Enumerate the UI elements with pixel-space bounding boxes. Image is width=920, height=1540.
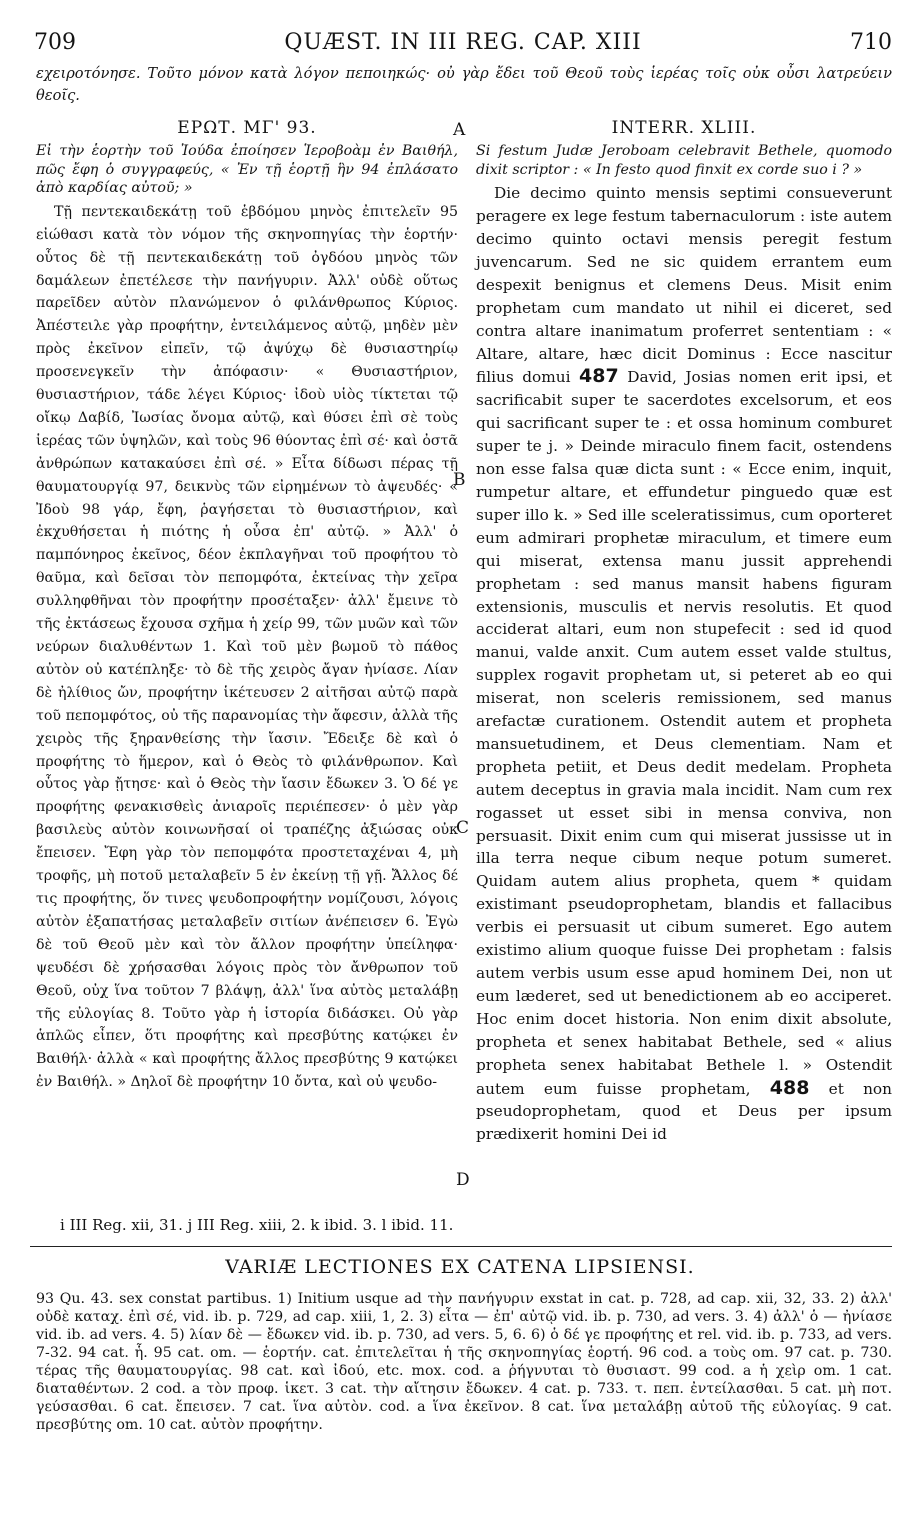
scripture-footnotes: i III Reg. xii, 31. j III Reg. xiii, 2. k ibid. 3. l ibid. 11. <box>60 1216 454 1234</box>
variae-lectiones-text: 93 Qu. 43. sex constat partibus. 1) Initium usque ad τὴν πανήγυριν exstat in cat. p. 728, ad cap. xii, 32, 33. 2) ἀλλ' οὐδὲ καταχ. ἐπὶ σέ, vid. ib. p. 729, ad cap. xiii, 1, 2. 3) εἶτα — ἐπ' αὐτῷ vid. ib. p. 730, ad vers. 3. 4) ἀλλ' ὁ — ἠνίασε vid. ib. ad vers. 4. 5) λίαν δὲ — ἔδωκεν vid. ib. p. 730, ad vers. 5, 6. 6) ὁ δέ γε προφήτης et rel. vid. ib. p. 733, ad vers. 7-32. 94 cat. ἧ. 95 cat. om. — ἑορτήν. cat. ἐπιτελεῖται ἡ τῆς σκηνοπηγίας ἑορτή. 96 cod. a τοὺς om. 97 cat. p. 730. τέρας τῆς θαυματουργίας. 98 cat. καὶ ἰδού, etc. mox. cod. a ῥήγνυται τὸ θυσιαστ. 99 cod. a ἡ χεὶρ om. 1 cat. διαταθέντων. 2 cod. a τὸν προφ. ἱκετ. 3 cat. τὴν αἴτησιν ἔδωκεν. 4 cat. p. 733. τ. πεπ. ἐντείλασθαι. 5 cat. μὴ ποτ. γεύσασθαι. 6 cat. ἔπεισεν. 7 cat. ἵνα αὐτὸν. cod. a ἵνα ἐκεῖνον. 8 cat. ἵνα μεταλάβῃ αὐτοῦ τῆς εὐλογίας. 9 cat. πρεσβύτης om. 10 cat. αὐτὸν προφήτην. <box>36 1291 892 1433</box>
section-letter-c: C <box>456 818 470 838</box>
column-number-488: 488 <box>769 1076 810 1099</box>
section-letter-d: D <box>456 1170 470 1190</box>
variae-lectiones-title: VARIÆ LECTIONES EX CATENA LIPSIENSI. <box>225 1256 695 1278</box>
section-letter-a: A <box>453 120 466 140</box>
page-number-left: 709 <box>34 30 76 55</box>
greek-body-text: Τῇ πεντεκαιδεκάτῃ τοῦ ἑβδόμου μηνὸς ἐπιτελεῖν 95 εἰώθασι κατὰ τὸν νόμον τῆς σκηνοπηγίας τὴν ἑορτήν· οὗτος δὲ τῇ πεντεκαιδεκάτῃ τοῦ ὀγδόου μηνὸς τῶν δαμάλεων ἐπετέλεσε τὴν πανήγυριν. Ἀλλ' οὐδὲ οὕτως παρεῖδεν αὐτὸν πλανώμενον ὁ φιλάνθρωπος Κύριος. Ἀπέστειλε γὰρ προφήτην, ἐντειλάμενος αὐτῷ, μηδὲν μὲν πρὸς ἐκεῖνον εἰπεῖν, τῷ ἀψύχῳ δὲ θυσιαστηρίῳ προσενεγκεῖν τὴν ἀπόφασιν· « Θυσιαστήριον, θυσιαστήριον, τάδε λέγει Κύριος· ἰδοὺ υἱὸς τίκτεται τῷ οἴκῳ Δαβίδ, Ἰωσίας ὄνομα αὐτῷ, καὶ θύσει ἐπὶ σὲ τοὺς ἱερέας τῶν ὑψηλῶν, καὶ τοὺς 96 θύοντας ἐπὶ σέ· καὶ ὀστᾶ ἀνθρώπων κατακαύσει ἐπὶ σέ. » Εἶτα δίδωσι πέρας τῇ θαυματουργίᾳ 97, δεικνὺς τῶν εἰρημένων τὸ ἀψευδές· « Ἰδοὺ 98 γάρ, ἔφη, ῥαγήσεται τὸ θυσιαστήριον, καὶ ἐκχυθήσεται ἡ πιότης ἡ οὖσα ἐπ' αὐτῷ. » Ἀλλ' ὁ παμπόνηρος ἐκεῖνος, δέον ἐκπλαγῆναι τοῦ προφήτου τὸ θαῦμα, καὶ δεῖσαι τὸν πεπομφότα, ἐκτείνας τὴν χεῖρα συλληφθῆναι τὸν προφήτην προσέταξεν· ἀλλ' ἔμεινε τὸ τῆς ἐκτάσεως ἔχουσα σχῆμα ἡ χείρ 99, τῶν μυῶν καὶ τῶν νεύρων διαλυθέντων 1. Καὶ τοῦ μὲν βωμοῦ τὸ πάθος αὐτὸν οὐ κατέπληξε· τὸ δὲ τῆς χειρὸς ἄγαν ἠνίασε. Λίαν δὲ ἠλίθιος ὤν, προφήτην ἱκέτευσεν 2 αἰτῆσαι αὐτῷ παρὰ τοῦ πεπομφότος, οὐ τῆς παρανομίας τὴν ἄφεσιν, ἀλλὰ τῆς χειρὸς τῆς ξηρανθείσης τὴν ἴασιν. Ἔδειξε δὲ καὶ ὁ προφήτης τὸ ἥμερον, καὶ ὁ Θεὸς τὸ φιλάνθρωπον. Καὶ οὗτος γὰρ ᾔτησε· καὶ ὁ Θεὸς τὴν ἴασιν ἔδωκεν 3. Ὁ δέ γε προφήτης φενακισθεὶς ἀνιαροῖς περιέπεσεν· ὁ μὲν γὰρ βασιλεὺς αὐτὸν κοινωνῆσαί οἱ τραπέζης ἀξιώσας οὐκ ἔπεισεν. Ἔφη γὰρ τὸν πεπομφότα προστεταχέναι 4, μὴ τροφῆς, μὴ ποτοῦ μεταλαβεῖν 5 ἐν ἐκείνῃ τῇ γῇ. Ἄλλος δέ τις προφήτης, ὅν τινες ψευδοπροφήτην νομίζουσι, λόγοις αὐτὸν ἐξαπατήσας μεταλαβεῖν σιτίων ἀνέπεισεν 6. Ἐγὼ δὲ τοῦ Θεοῦ μὲν καὶ τὸν ἄλλον προφήτην ὑπείληφα· ψευδέσι δὲ χρήσασθαι λόγοις πρὸς τὸν ἄνθρωπον τοῦ Θεοῦ, οὐχ ἵνα τοῦτον 7 βλάψῃ, ἀλλ' ἵνα αὐτὸς μεταλάβῃ τῆς εὐλογίας 8. Τοῦτο γὰρ ἡ ἱστορία διδάσκει. Οὐ γὰρ ἁπλῶς εἶπεν, ὅτι προφήτης καὶ πρεσβύτης κατῴκει ἐν Βαιθήλ· ἀλλὰ « καὶ προφήτης ἄλλος πρεσβύτης 9 κατῴκει ἐν Βαιθήλ. » Δηλοῖ δὲ προφήτην 10 ὄντα, καὶ οὐ ψευδο- <box>36 203 458 1091</box>
divider-rule <box>30 1246 892 1247</box>
greek-question-title: Εἰ τὴν ἑορτὴν τοῦ Ἰούδα ἐποίησεν Ἱεροβοὰμ ἐν Βαιθήλ, πῶς ἔφη ὁ συγγραφεύς, « Ἐν τῇ ἑορτῇ ἣν 94 ἐπλάσατο ἀπὸ καρδίας αὐτοῦ; » <box>36 143 458 197</box>
latin-body-part-2: David, Josias nomen erit ipsi, et sacrificabit super te sacerdotes excelsorum, et eos qui sacrificant super te : et ossa hominum comburet super te j. » Deinde miraculo finem facit, ostendens non esse falsa quæ dicta sunt : « Ecce enim, inquit, rumpetur altare, et effundetur pinguedo quæ est super illo k. » Sed ille sceleratissimus, cum oporteret eum admirari prophetæ miraculum, et timere eum qui miserat, extensa manu jussit apprehendi prophetam : sed manus mansit habens figuram extensionis, musculis et nervis resolutis. Et quod acciderat altari, eum non stupefecit : sed id quod manui, valde anxit. Cum autem esset valde stultus, supplex rogavit prophetam ut, si peteret ab eo qui miserat, non sceleris remissionem, sed manus arefactæ curationem. Ostendit autem et propheta mansuetudinem, et Deus clementiam. Nam et propheta petiit, et Deus dedit medelam. Propheta autem deceptus in gravia mala incidit. Nam cum rex rogasset ut esset sibi in mensa conviva, non persuasit. Dixit enim cum qui miserat jussisse ut in illa terra neque cibum neque potum sumeret. Quidam autem alius propheta, quem * quidam existimant pseudoprophetam, blandis et fallacibus verbis ei persuasit ut cibum sumeret. Ego autem existimo alium quoque fuisse Dei prophetam : falsis autem verbis usum esse apud hominem Dei, non ut eum læderet, sed ut benedictionem ab eo acciperet. Hoc enim docet historia. Non enim dixit absolute, propheta et senex habitabat Bethele, sed « alius propheta senex habitabat Bethele l. » Ostendit autem eum fuisse prophetam, <box>476 368 892 1098</box>
latin-question-title: Si festum Judæ Jeroboam celebravit Bethele, quomodo dixit scriptor : « In festo quod finxit ex corde suo i ? » <box>476 143 892 178</box>
greek-question-heading: ΕΡΩΤ. ΜΓ' 93. <box>177 118 317 138</box>
latin-question-heading: INTERR. XLIII. <box>611 118 757 138</box>
latin-column <box>476 118 892 1146</box>
page-number-right: 710 <box>850 30 892 55</box>
latin-body-text <box>476 182 892 1146</box>
latin-body-part-3: et non pseudoprophetam, quod et Deus per ipsum prædixerit homini Dei id <box>476 1079 892 1144</box>
greek-column <box>36 118 458 1094</box>
intro-greek-text: εχειροτόνησε. Τοῦτο μόνον κατὰ λόγον πεποιηκώς· οὐ γὰρ ἔδει τοῦ Θεοῦ τοὺς ἱερέας τοῖς οὐκ οὖσι λατρεύειν θεοῖς. <box>36 65 892 104</box>
section-letter-b: B <box>453 470 466 490</box>
running-title: QUÆST. IN III REG. CAP. XIII <box>284 30 642 55</box>
latin-body-part-1: Die decimo quinto mensis septimi consueverunt peragere ex lege festum tabernaculorum : iste autem decimo quinto octavi mensis peregit festum juvencarum. Sed ne sic quidem errantem eum despexit benignus et clemens Deus. Misit enim prophetam cum mandato ut nihil ei diceret, sed contra altare inanimatum proferret sententiam : « Altare, altare, hæc dicit Dominus : Ecce nascitur filius domui <box>476 184 892 387</box>
running-header <box>34 30 892 58</box>
column-number-487: 487 <box>579 365 619 388</box>
